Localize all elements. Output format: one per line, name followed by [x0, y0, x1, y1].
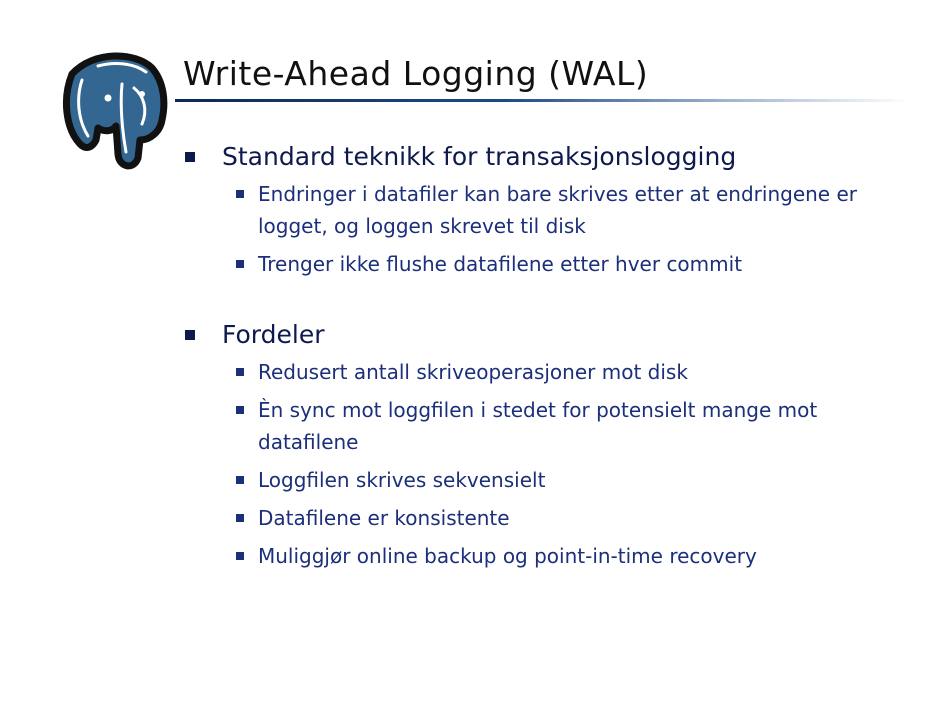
sub-bullet-item: [216, 248, 900, 280]
postgresql-elephant-icon: [52, 44, 176, 174]
square-bullet-icon: [236, 552, 244, 560]
square-bullet-icon: [185, 152, 195, 162]
bullet-text: Fordeler: [222, 320, 325, 349]
sub-bullet-text: Èn sync mot loggfilen i stedet for potensielt mange mot datafilene: [258, 398, 818, 454]
square-bullet-icon: [236, 260, 244, 268]
sub-bullet-text: Muliggjør online backup og point-in-time recovery: [258, 544, 757, 568]
sub-bullet-text: Endringer i datafiler kan bare skrives etter at endringene er logget, og loggen skrevet til disk: [258, 182, 857, 238]
square-bullet-icon: [236, 190, 244, 198]
sub-bullet-text: Loggfilen skrives sekvensielt: [258, 468, 546, 492]
sub-bullet-item: [216, 178, 900, 242]
sub-bullet-item: [216, 502, 900, 534]
sub-bullet-item: [216, 356, 900, 388]
title-underline: [175, 99, 910, 102]
sub-bullet-item: [216, 464, 900, 496]
sub-bullet-list: [216, 356, 900, 572]
slide-content: [180, 140, 900, 578]
sub-bullet-item: [216, 540, 900, 572]
bullet-standard-technique: [180, 140, 900, 280]
sub-bullet-text: Datafilene er konsistente: [258, 506, 510, 530]
sub-bullet-list: [216, 178, 900, 280]
bullet-text: Standard teknikk for transaksjonslogging: [222, 142, 737, 171]
sub-bullet-text: Trenger ikke flushe datafilene etter hver commit: [258, 252, 743, 276]
bullet-advantages: [180, 318, 900, 572]
square-bullet-icon: [236, 368, 244, 376]
slide-title: Write-Ahead Logging (WAL): [183, 54, 649, 93]
square-bullet-icon: [236, 406, 244, 414]
square-bullet-icon: [236, 476, 244, 484]
square-bullet-icon: [236, 514, 244, 522]
sub-bullet-text: Redusert antall skriveoperasjoner mot disk: [258, 360, 688, 384]
sub-bullet-item: [216, 394, 900, 458]
bullet-list: [180, 140, 900, 572]
square-bullet-icon: [185, 330, 195, 340]
